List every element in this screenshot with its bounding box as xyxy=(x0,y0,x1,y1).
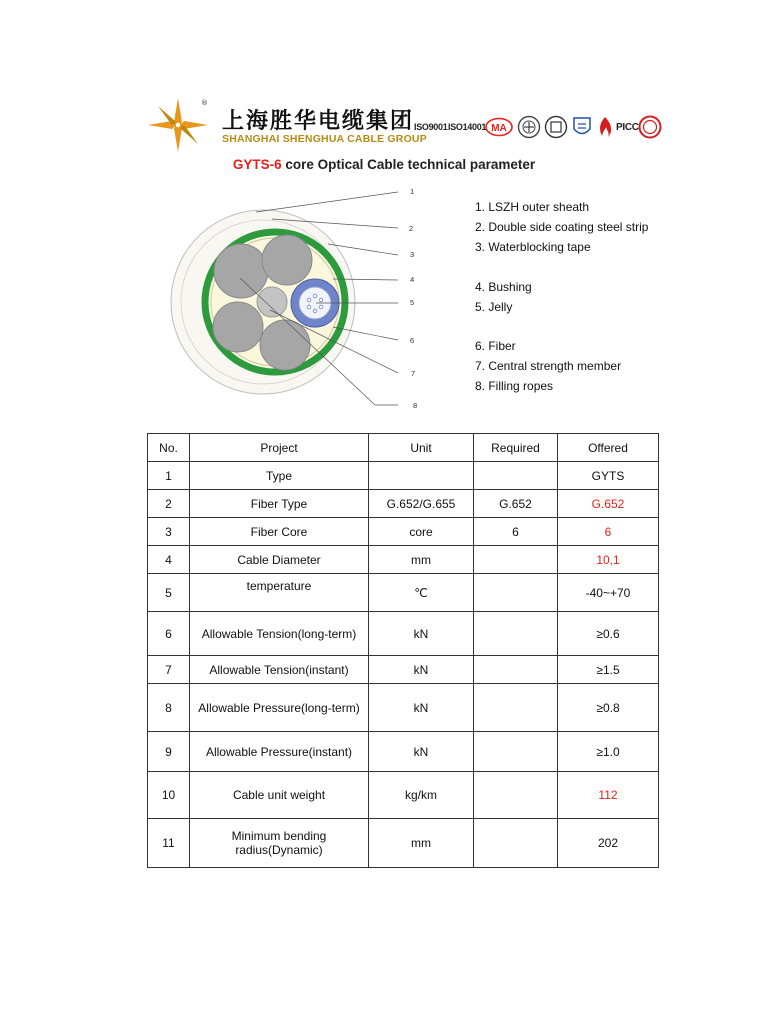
cell-unit: mm xyxy=(369,819,474,868)
cell-project: Fiber Type xyxy=(190,490,369,518)
cell-project-line2: radius(Dynamic) xyxy=(235,843,323,857)
cell-required xyxy=(474,772,558,819)
cert-picc: PICC xyxy=(616,122,639,133)
table-row xyxy=(148,819,659,868)
callout-2: 2 xyxy=(409,224,414,233)
cell-offered: ≥1.5 xyxy=(558,656,659,684)
cma-mark-icon xyxy=(485,117,513,137)
legend-item-4: 4. Bushing xyxy=(475,280,532,294)
cell-required xyxy=(474,612,558,656)
filling-rope xyxy=(262,235,312,285)
cell-unit: mm xyxy=(369,546,474,574)
legend-item-5: 5. Jelly xyxy=(475,300,513,314)
cell-project: Allowable Pressure(instant) xyxy=(190,732,369,772)
red-flame-logo-icon xyxy=(596,115,614,139)
cell-unit: kN xyxy=(369,656,474,684)
cell-project: Allowable Tension(instant) xyxy=(190,656,369,684)
table-header-row xyxy=(148,434,659,462)
filling-rope xyxy=(260,320,310,370)
cell-unit: core xyxy=(369,518,474,546)
filling-rope xyxy=(214,244,268,298)
cell-required: G.652 xyxy=(474,490,558,518)
cell-project: Allowable Tension(long-term) xyxy=(190,612,369,656)
table-row xyxy=(148,732,659,772)
callout-3: 3 xyxy=(410,250,415,259)
cell-no: 9 xyxy=(148,732,190,772)
document-title xyxy=(0,157,768,172)
filling-rope xyxy=(213,302,263,352)
callout-6: 6 xyxy=(410,336,415,345)
company-logo xyxy=(146,96,212,154)
cell-unit: kN xyxy=(369,684,474,732)
cell-no: 1 xyxy=(148,462,190,490)
header-offered: Offered xyxy=(558,434,659,462)
header-unit: Unit xyxy=(369,434,474,462)
callout-8: 8 xyxy=(413,401,418,410)
cell-project: Cable unit weight xyxy=(190,772,369,819)
callout-4: 4 xyxy=(410,275,415,284)
cell-required xyxy=(474,574,558,612)
legend-item-6: 6. Fiber xyxy=(475,339,516,353)
cable-model: GYTS-6 xyxy=(232,157,282,172)
cell-offered: ≥1.0 xyxy=(558,732,659,772)
cell-required xyxy=(474,462,558,490)
cell-no: 6 xyxy=(148,612,190,656)
cell-required xyxy=(474,732,558,772)
svg-text:®: ® xyxy=(201,99,208,107)
cell-offered: -40~+70 xyxy=(558,574,659,612)
callout-1: 1 xyxy=(410,187,415,196)
callout-7: 7 xyxy=(411,369,416,378)
cell-offered: 112 xyxy=(558,772,659,819)
technical-parameter-table xyxy=(147,433,659,868)
cell-no: 2 xyxy=(148,490,190,518)
cell-project: Type xyxy=(190,462,369,490)
cell-offered: ≥0.8 xyxy=(558,684,659,732)
legend-item-1: 1. LSZH outer sheath xyxy=(475,200,590,214)
shield-badge-icon xyxy=(571,115,593,139)
table-row xyxy=(148,574,659,612)
callout-5: 5 xyxy=(410,298,415,307)
company-name-chinese: 上海胜华电缆集团 xyxy=(222,109,415,134)
cell-project: Fiber Core xyxy=(190,518,369,546)
quality-seal-icon xyxy=(517,115,541,139)
header-project: Project xyxy=(190,434,369,462)
cell-project: temperature xyxy=(190,574,369,612)
table-row xyxy=(148,546,659,574)
cell-required xyxy=(474,656,558,684)
cell-unit: kg/km xyxy=(369,772,474,819)
cert-iso9001: ISO9001 xyxy=(414,122,448,132)
certification-logos xyxy=(414,113,664,143)
cell-required xyxy=(474,684,558,732)
header-required: Required xyxy=(474,434,558,462)
cell-no: 4 xyxy=(148,546,190,574)
cell-project-line1: Minimum bending xyxy=(231,829,327,843)
cell-offered: 10,1 xyxy=(558,546,659,574)
cell-no: 10 xyxy=(148,772,190,819)
cell-unit: kN xyxy=(369,612,474,656)
cell-no: 8 xyxy=(148,684,190,732)
table-row xyxy=(148,462,659,490)
table-row xyxy=(148,772,659,819)
cell-offered: ≥0.6 xyxy=(558,612,659,656)
table-row xyxy=(148,684,659,732)
table-row xyxy=(148,656,659,684)
cable-cross-section-diagram xyxy=(160,180,430,415)
central-strength-member xyxy=(257,287,287,317)
legend-item-7: 7. Central strength member xyxy=(475,359,622,373)
legend-item-8: 8. Filling ropes xyxy=(475,379,554,393)
table-row xyxy=(148,490,659,518)
cell-project: Cable Diameter xyxy=(190,546,369,574)
inspection-seal-icon xyxy=(544,115,568,139)
cell-required xyxy=(474,546,558,574)
cell-offered: GYTS xyxy=(558,462,659,490)
cell-unit xyxy=(369,462,474,490)
header-no: No. xyxy=(148,434,190,462)
company-name-english: SHANGHAI SHENGHUA CABLE GROUP xyxy=(222,133,427,145)
cell-project: Allowable Pressure(long-term) xyxy=(190,684,369,732)
cell-required: 6 xyxy=(474,518,558,546)
cell-no: 7 xyxy=(148,656,190,684)
cert-iso14001: ISO14001 xyxy=(448,122,487,132)
cell-required xyxy=(474,819,558,868)
cell-offered: 6 xyxy=(558,518,659,546)
cert-ma: MA xyxy=(491,123,507,134)
cell-unit: ℃ xyxy=(369,574,474,612)
legend-item-3: 3. Waterblocking tape xyxy=(475,240,591,254)
cell-offered: 202 xyxy=(558,819,659,868)
cell-project xyxy=(190,819,369,868)
cell-no: 3 xyxy=(148,518,190,546)
cell-no: 5 xyxy=(148,574,190,612)
title-text: core Optical Cable technical parameter xyxy=(281,157,536,172)
legend-item-2: 2. Double side coating steel strip xyxy=(475,220,649,234)
cell-unit: kN xyxy=(369,732,474,772)
cell-offered: G.652 xyxy=(558,490,659,518)
table-row xyxy=(148,612,659,656)
table-row xyxy=(148,518,659,546)
red-seal-icon xyxy=(638,115,662,139)
cell-no: 11 xyxy=(148,819,190,868)
cell-unit: G.652/G.655 xyxy=(369,490,474,518)
